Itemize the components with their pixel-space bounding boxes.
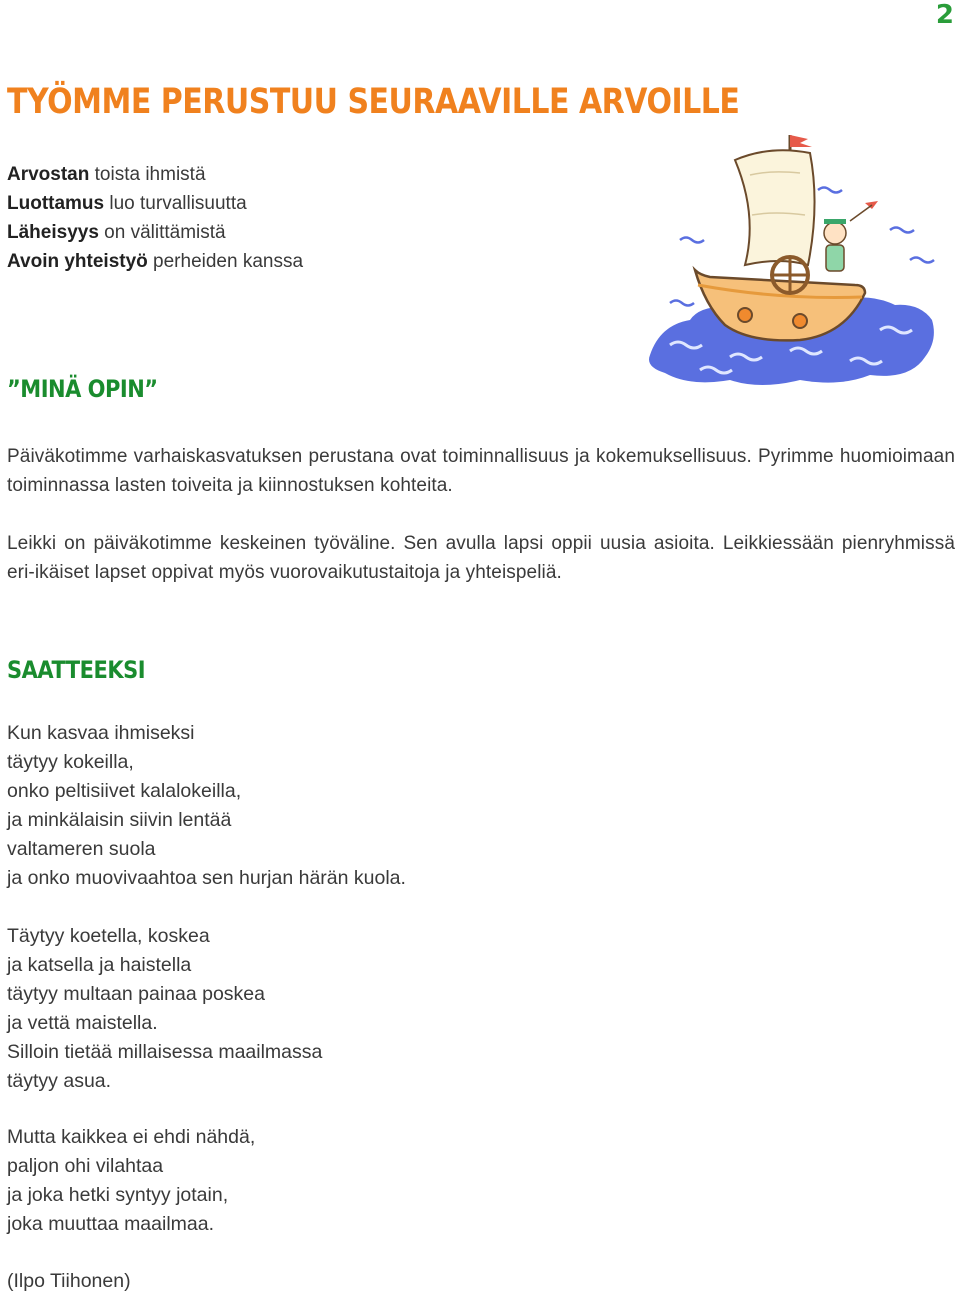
poem-stanza-2 bbox=[7, 922, 322, 1096]
poem-line: Täytyy koetella, koskea bbox=[7, 925, 210, 947]
value-item: Läheisyys on välittämistä bbox=[7, 222, 226, 243]
poem-line: valtameren suola bbox=[7, 838, 156, 860]
poem-line: ja katsella ja haistella bbox=[7, 954, 192, 976]
poem-line: Silloin tietää millaisessa maailmassa bbox=[7, 1041, 323, 1063]
poem-line: joka muuttaa maailmaa. bbox=[7, 1213, 215, 1235]
poem-line: onko peltisiivet kalalokeilla, bbox=[7, 780, 242, 802]
poem-line: täytyy asua. bbox=[7, 1070, 112, 1092]
poem-line: ja minkälaisin siivin lentää bbox=[7, 809, 232, 831]
boat-illustration bbox=[640, 125, 940, 395]
poem-stanza-1 bbox=[7, 719, 406, 893]
poem-line: paljon ohi vilahtaa bbox=[7, 1155, 164, 1177]
learning-paragraph-1: Päiväkotimme varhaiskasvatuksen perustana ovat toiminnallisuus ja kokemuksellisuus. Pyrimme huomioimaan toiminnassa lasten toiveita ja kiinnostuksen kohteita. bbox=[7, 446, 955, 496]
poem-line: Mutta kaikkea ei ehdi nähdä, bbox=[7, 1126, 256, 1148]
value-item: Arvostan toista ihmistä bbox=[7, 164, 206, 185]
poem-line: ja vettä maistella. bbox=[7, 1012, 158, 1034]
flag bbox=[790, 135, 812, 147]
value-item: Avoin yhteistyö perheiden kanssa bbox=[7, 251, 304, 272]
poem-line: ja onko muovivaahtoa sen hurjan härän kuola. bbox=[7, 867, 406, 889]
poem-line: täytyy kokeilla, bbox=[7, 751, 134, 773]
page-number: 2 bbox=[935, 0, 954, 30]
poem-author: (Ilpo Tiihonen) bbox=[7, 1270, 131, 1292]
poem-line: täytyy multaan painaa poskea bbox=[7, 983, 265, 1005]
values-heading: TYÖMME PERUSTUU SEURAAVILLE ARVOILLE bbox=[7, 82, 740, 123]
poem-stanza-3 bbox=[7, 1123, 255, 1239]
poem-line: Kun kasvaa ihmiseksi bbox=[7, 722, 195, 744]
sail bbox=[735, 150, 815, 265]
values-list bbox=[7, 160, 303, 276]
child-figure bbox=[824, 222, 846, 244]
poem-line: ja joka hetki syntyy jotain, bbox=[7, 1184, 229, 1206]
value-item: Luottamus luo turvallisuutta bbox=[7, 193, 247, 214]
poem-heading: SAATTEEKSI bbox=[7, 656, 146, 684]
learning-paragraph-2: Leikki on päiväkotimme keskeinen työväline. Sen avulla lapsi oppii uusia asioita. Leikkiessään pienryhmissä eri-ikäiset lapset oppivat myös vuorovaikutustaitoja ja yhteispeliä. bbox=[7, 533, 955, 583]
learning-heading: ”MINÄ OPIN” bbox=[7, 375, 158, 403]
